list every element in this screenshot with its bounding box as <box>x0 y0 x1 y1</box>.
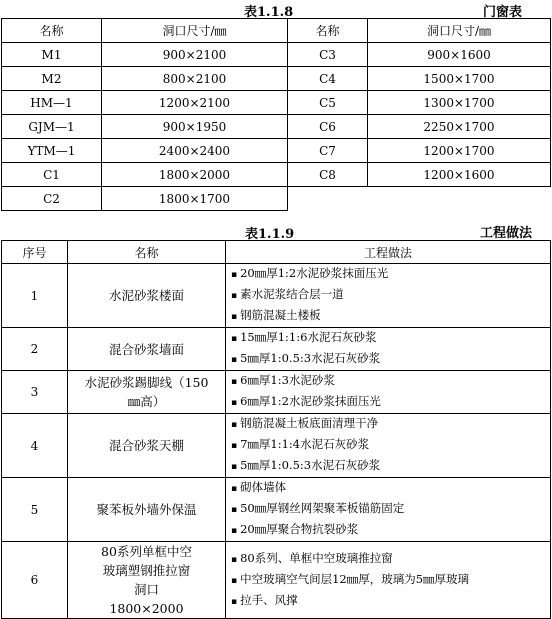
item-name: 80系列单框中空玻璃塑钢推拉窗洞口1800×2000 <box>68 542 226 619</box>
table-row <box>2 187 551 211</box>
row-number: 2 <box>2 328 68 371</box>
table1-title: 门窗表 <box>483 5 523 20</box>
item-name: 聚苯板外墙外保温 <box>68 478 226 542</box>
table-cell: 1800×2000 <box>102 163 288 187</box>
method-line: ▪ 20㎜厚1:2水泥砂浆抹面压光 <box>231 264 550 285</box>
row-number: 1 <box>2 264 68 328</box>
table-cell: 900×1950 <box>102 115 288 139</box>
item-name: 水泥砂浆踢脚线（150㎜高） <box>68 371 226 414</box>
table-cell: 1500×1700 <box>368 67 551 91</box>
table-cell: GJM—1 <box>2 115 102 139</box>
table-cell: M1 <box>2 43 102 67</box>
table-cell: 900×1600 <box>368 43 551 67</box>
method-line: ▪ 7㎜厚1:1:4水泥石灰砂浆 <box>231 435 550 456</box>
table-cell: 1800×1700 <box>102 187 288 211</box>
method-cell <box>226 414 551 478</box>
table-cell: 1200×1700 <box>368 139 551 163</box>
table-cell: 800×2100 <box>102 67 288 91</box>
table-row <box>2 371 551 414</box>
method-line: ▪ 50㎜厚钢丝网架聚苯板锚筋固定 <box>231 499 550 520</box>
header-cell: 名称 <box>2 19 102 43</box>
table-row <box>2 163 551 187</box>
row-number: 4 <box>2 414 68 478</box>
row-number: 5 <box>2 478 68 542</box>
header-cell: 名称 <box>68 241 226 264</box>
header-cell: 工程做法 <box>226 241 551 264</box>
table2-title: 工程做法 <box>480 226 533 241</box>
header-cell: 洞口尺寸/㎜ <box>102 19 288 43</box>
table-cell: C2 <box>2 187 102 211</box>
method-line: ▪ 钢筋混凝土板底面清理干净 <box>231 414 550 435</box>
table-cell: C6 <box>288 115 368 139</box>
table-row <box>2 264 551 328</box>
header-cell: 序号 <box>2 241 68 264</box>
table-row <box>2 91 551 115</box>
method-line: ▪ 5㎜厚1:0.5:3水泥石灰砂浆 <box>231 456 550 477</box>
table-cell: HM—1 <box>2 91 102 115</box>
method-line: ▪ 拉手、风撑 <box>231 591 550 612</box>
table-row <box>2 328 551 371</box>
door-window-table <box>1 18 551 211</box>
table-cell: C4 <box>288 67 368 91</box>
table-cell: 1200×2100 <box>102 91 288 115</box>
method-line: ▪ 20㎜厚聚合物抗裂砂浆 <box>231 520 550 541</box>
table-cell-empty <box>288 187 551 211</box>
method-cell <box>226 542 551 619</box>
row-number: 6 <box>2 542 68 619</box>
table-cell: C5 <box>288 91 368 115</box>
method-line: ▪ 80系列、单框中空玻璃推拉窗 <box>231 549 550 570</box>
table-cell: 900×2100 <box>102 43 288 67</box>
table-cell: 2250×1700 <box>368 115 551 139</box>
table-cell: 1300×1700 <box>368 91 551 115</box>
construction-method-table <box>1 240 551 619</box>
method-cell <box>226 264 551 328</box>
table-cell: C1 <box>2 163 102 187</box>
table-row <box>2 139 551 163</box>
table-row <box>2 414 551 478</box>
table-row <box>2 478 551 542</box>
table-header-row <box>2 241 551 264</box>
table-cell: 1200×1600 <box>368 163 551 187</box>
table2-caption: 表1.1.9 <box>245 227 295 242</box>
table-cell: C7 <box>288 139 368 163</box>
method-line: ▪ 5㎜厚1:0.5:3水泥石灰砂浆 <box>231 349 550 370</box>
table-row <box>2 67 551 91</box>
table-cell: YTM—1 <box>2 139 102 163</box>
method-line: ▪ 6㎜厚1:2水泥砂浆抹面压光 <box>231 392 550 413</box>
method-line: ▪ 中空玻璃空气间层12㎜厚，玻璃为5㎜厚玻璃 <box>231 570 550 591</box>
table-row <box>2 43 551 67</box>
item-name: 水泥砂浆楼面 <box>68 264 226 328</box>
table-cell: C8 <box>288 163 368 187</box>
table-cell: C3 <box>288 43 368 67</box>
method-line: ▪ 素水泥浆结合层一道 <box>231 285 550 306</box>
header-cell: 洞口尺寸/㎜ <box>368 19 551 43</box>
table-cell: 2400×2400 <box>102 139 288 163</box>
method-line: ▪ 15㎜厚1:1:6水泥石灰砂浆 <box>231 328 550 349</box>
table-cell: M2 <box>2 67 102 91</box>
table-row <box>2 115 551 139</box>
method-cell <box>226 328 551 371</box>
table-header-row <box>2 19 551 43</box>
method-line: ▪ 6㎜厚1:3水泥砂浆 <box>231 371 550 392</box>
header-cell: 名称 <box>288 19 368 43</box>
method-line: ▪ 钢筋混凝土楼板 <box>231 306 550 327</box>
method-cell <box>226 371 551 414</box>
table-row <box>2 542 551 619</box>
row-number: 3 <box>2 371 68 414</box>
item-name: 混合砂浆天棚 <box>68 414 226 478</box>
table1-caption: 表1.1.8 <box>244 5 294 20</box>
method-line: ▪ 砌体墙体 <box>231 478 550 499</box>
method-cell <box>226 478 551 542</box>
item-name: 混合砂浆墙面 <box>68 328 226 371</box>
